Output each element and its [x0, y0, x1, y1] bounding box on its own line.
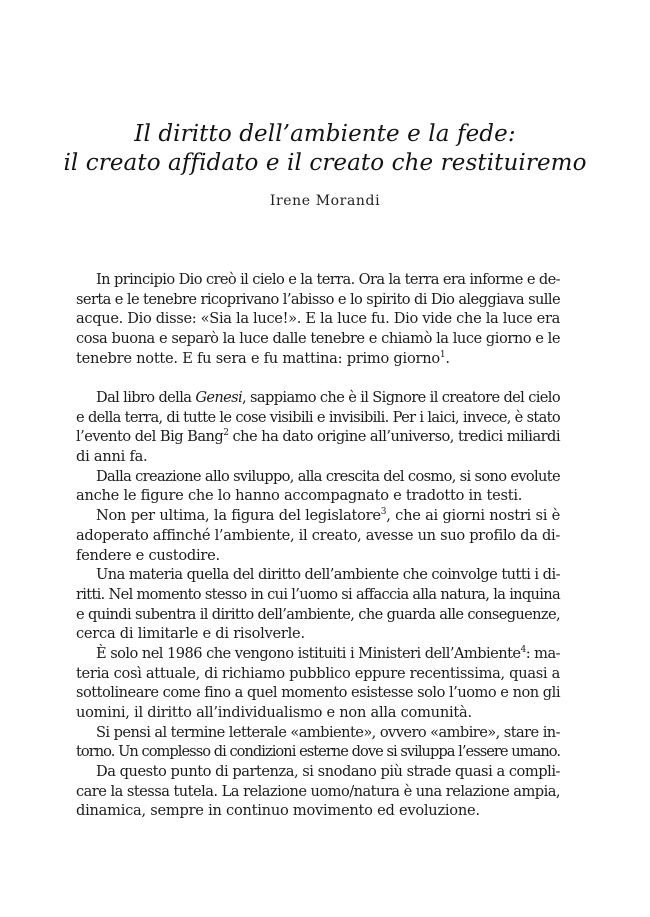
paragraph-line: dinamica, sempre in continuo movimento ed evoluzione. — [76, 802, 480, 820]
text-span: Dal libro della — [96, 389, 196, 406]
epigraph-line: cosa buona e separò la luce dalle tenebre e chiamò la luce giorno e le — [76, 330, 560, 348]
footnote-ref-1[interactable]: 1 — [439, 349, 446, 360]
epigraph-line: serta e le tenebre ricoprivano l’abisso e lo spirito di Dio aleggiava sulle — [76, 290, 560, 308]
paragraph-line: adoperato affinché l’ambiente, il creato, avesse un suo profilo da di- — [76, 526, 560, 544]
paragraph-line — [76, 427, 560, 447]
paragraph-line — [76, 506, 560, 526]
text-span: È solo nel 1986 che vengono istituiti i Ministeri dell’Ambiente — [96, 644, 521, 662]
italic-title: Genesi — [195, 389, 243, 406]
paragraph-line: Si pensi al termine letterale «ambiente», ovvero «ambire», stare in- — [96, 723, 560, 741]
paragraph-line: Dalla creazione allo sviluppo, alla crescita del cosmo, si sono evolute — [96, 467, 560, 485]
paragraph-line — [76, 644, 560, 664]
epigraph-text: tenebre notte. E fu sera e fu mattina: primo giorno — [76, 349, 440, 367]
paragraph-line: sottolineare come fino a quel momento esistesse solo l’uomo e non gli — [76, 684, 560, 702]
paragraph-line: fendere e custodire. — [76, 546, 220, 564]
paragraph-line: Una materia quella del diritto dell’ambiente che coinvolge tutti i di- — [96, 566, 560, 584]
paragraph-line: cerca di limitarle e di risolverle. — [76, 625, 305, 643]
text-span: l’evento del Big Bang — [76, 428, 224, 446]
paragraph-line: di anni fa. — [76, 448, 148, 466]
text-span: : ma- — [525, 644, 560, 662]
text-span: che ha dato origine all’universo, tredici miliardi — [228, 428, 561, 446]
title-line-2: il creato affidato e il creato che restituiremo — [63, 150, 587, 176]
epigraph-period: . — [445, 349, 450, 367]
paragraph-line: e quindi subentra il diritto dell’ambiente, che guarda alle conseguenze, — [76, 605, 560, 623]
epigraph-line: In principio Dio creò il cielo e la terra. Ora la terra era informe e de- — [96, 271, 560, 288]
author-name: Irene Morandi — [269, 193, 381, 209]
paragraph-line — [76, 388, 560, 408]
epigraph-line — [76, 349, 560, 369]
paragraph-line: teria così attuale, di richiamo pubblico eppure recentissima, quasi a — [76, 664, 560, 682]
text-span: , sappiamo che è il Signore il creatore del cielo — [242, 389, 560, 406]
paragraph-line: Da questo punto di partenza, si snodano più strade quasi a compli- — [96, 763, 560, 781]
text-span: Non per ultima, la figura del legislatore — [96, 507, 381, 525]
text-span: , che ai giorni nostri si è — [386, 507, 560, 525]
footnote-ref-4[interactable]: 4 — [520, 644, 526, 655]
paragraph-line: torno. Un complesso di condizioni esterne dove si sviluppa l’essere umano. — [76, 743, 560, 761]
body-text — [76, 388, 560, 821]
paragraph-line: care la stessa tutela. La relazione uomo/natura è una relazione ampia, — [76, 782, 560, 800]
footnote-ref-2[interactable]: 2 — [223, 428, 229, 439]
paragraph-line: e della terra, di tutte le cose visibili e invisibili. Per i laici, invece, è stato — [76, 408, 561, 426]
paragraph-line: ritti. Nel momento stesso in cui l’uomo si affaccia alla natura, la inquina — [76, 585, 560, 603]
epigraph-line: acque. Dio disse: «Sia la luce!». E la luce fu. Dio vide che la luce era — [76, 310, 560, 328]
chapter-title — [0, 120, 650, 178]
paragraph-line: anche le figure che lo hanno accompagnato e tradotto in testi. — [76, 487, 523, 505]
footnote-ref-3[interactable]: 3 — [380, 507, 387, 518]
paragraph-line: uomini, il diritto all’individualismo e non alla comunità. — [76, 704, 472, 721]
title-line-1: Il diritto dell’ambiente e la fede: — [134, 121, 516, 147]
epigraph — [76, 270, 560, 368]
